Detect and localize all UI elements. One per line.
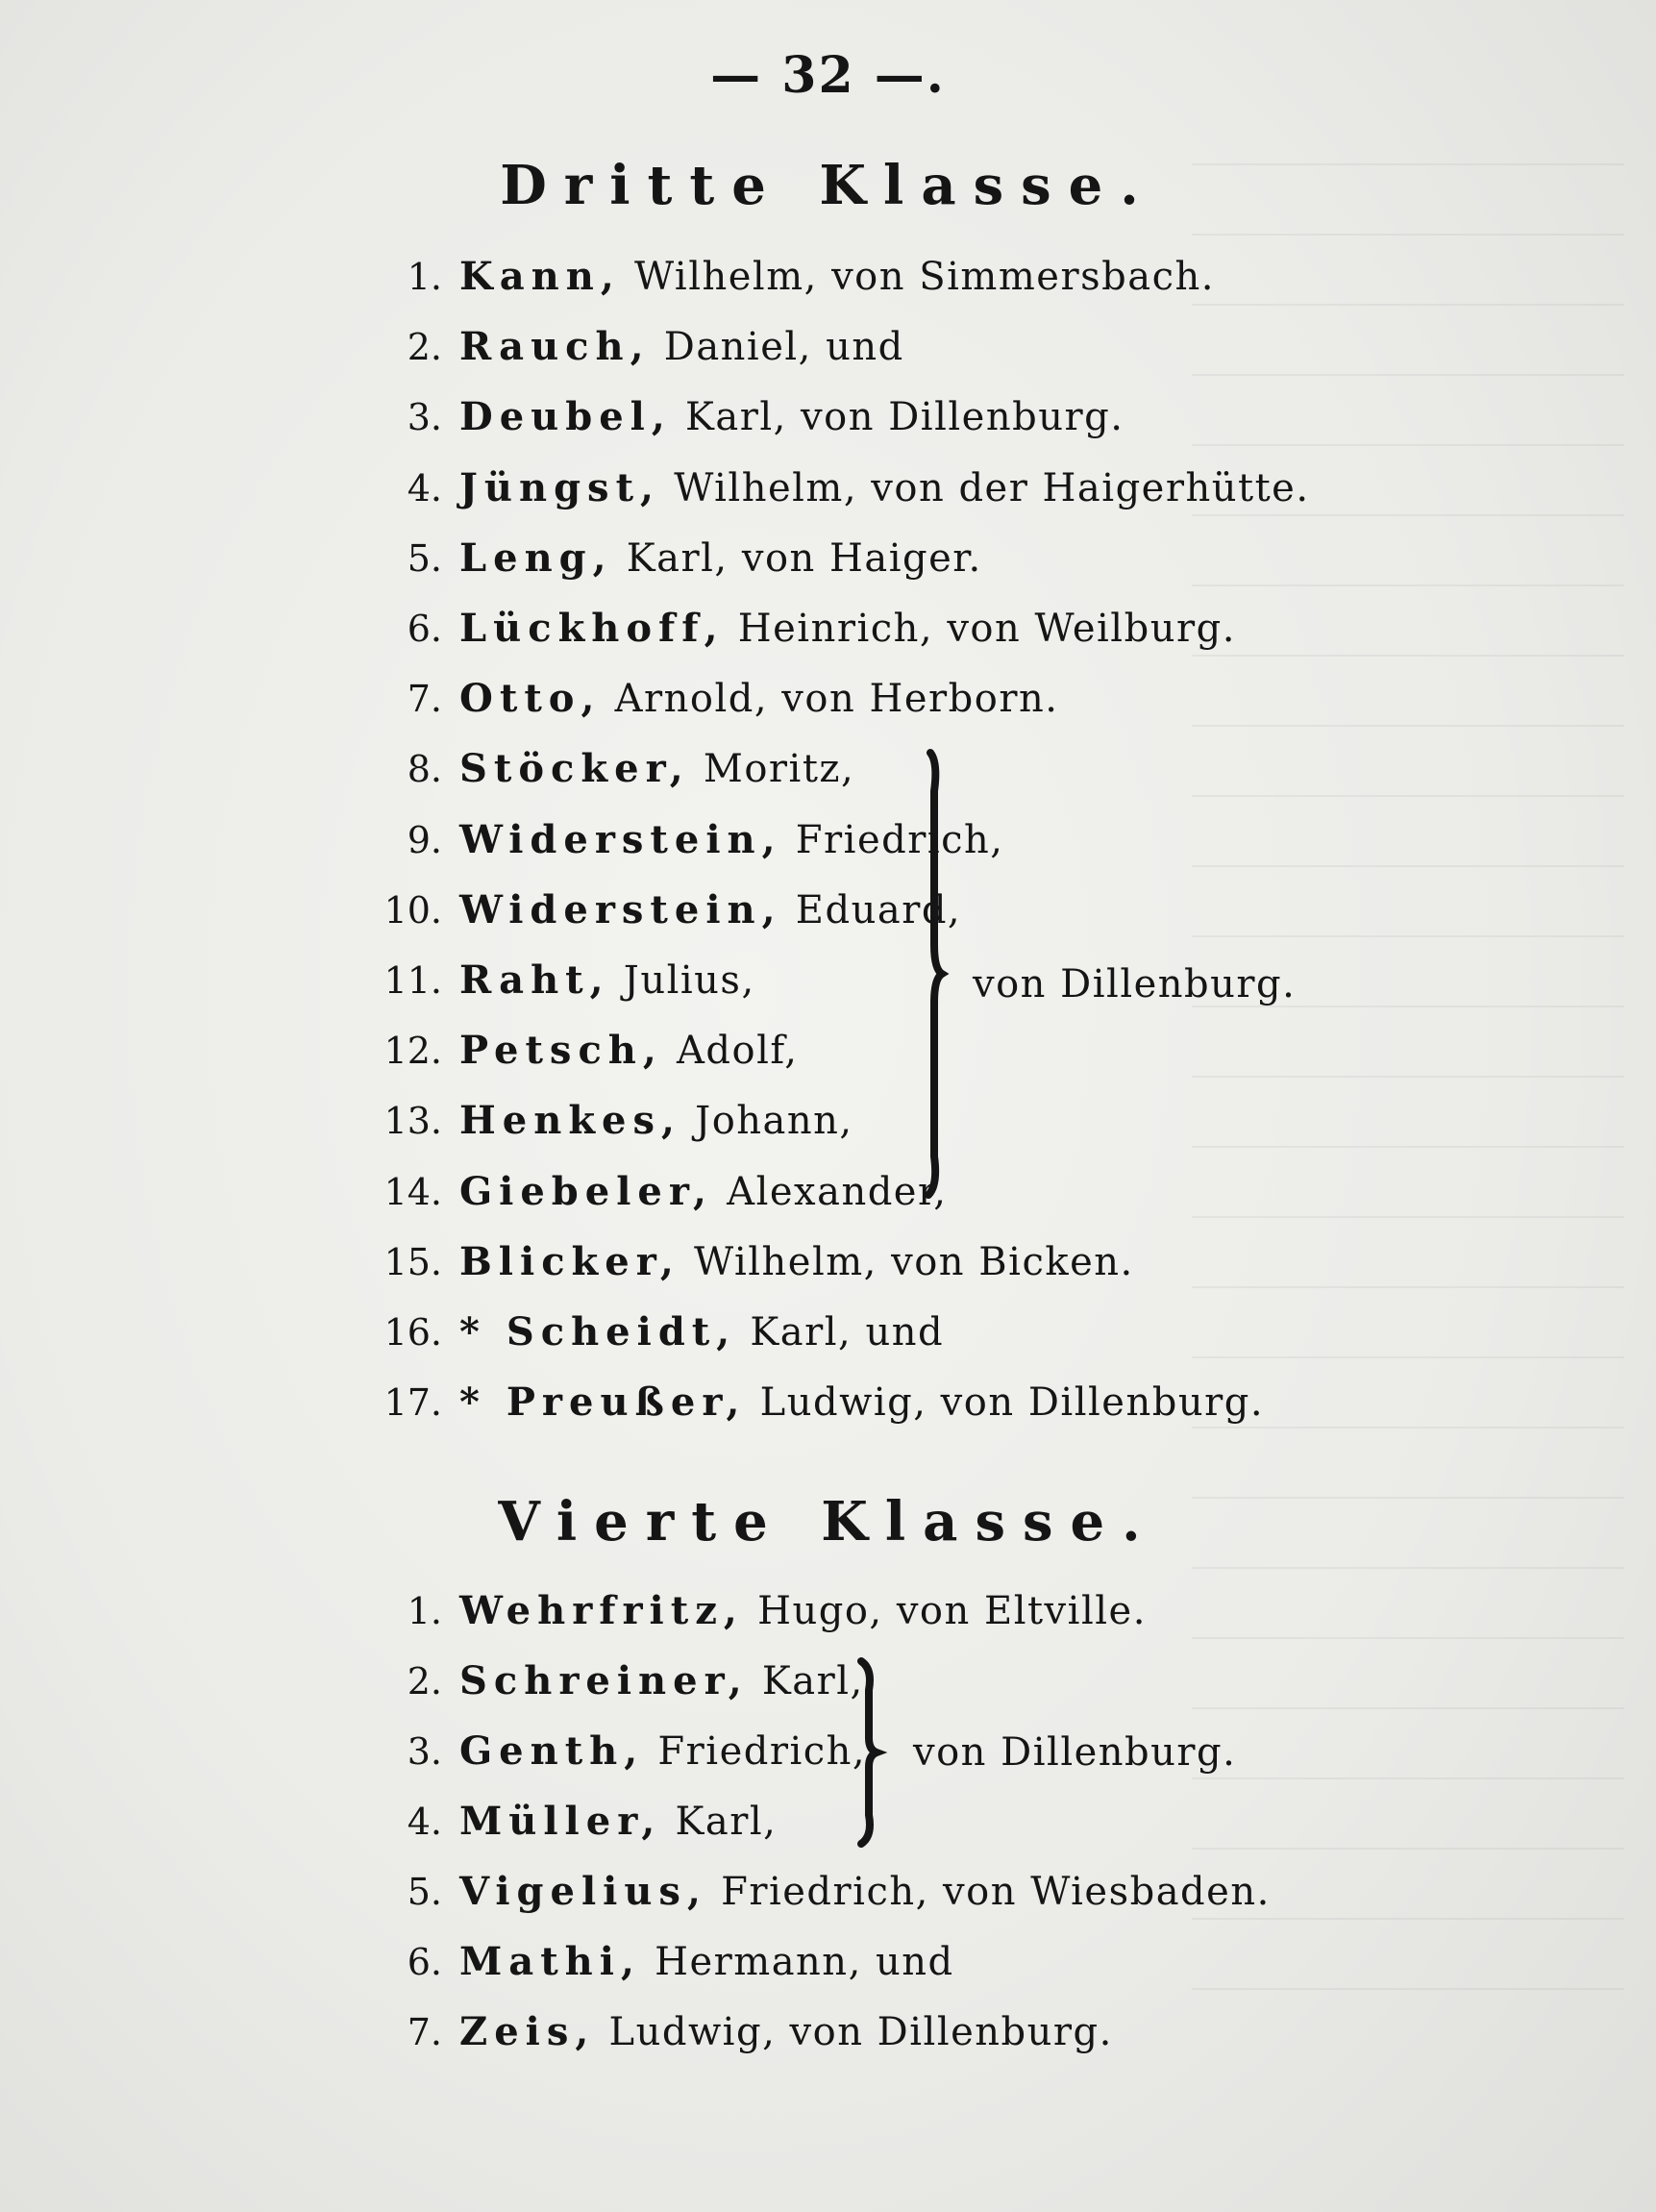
entry-text [459,1653,864,1710]
entry-text [459,1723,866,1780]
entry-number: 11. [383,959,442,1002]
entry-surname: Schreiner, [459,1658,749,1703]
entry-surname: Otto, [459,676,602,721]
entry-details: Friedrich, [781,818,1004,862]
list-item [0,1022,1656,1080]
entry-details: Wilhelm, von Bicken. [680,1240,1134,1284]
entry-number: 1. [407,1590,442,1632]
entry-number: 5. [407,537,442,580]
entry-text [459,670,1058,728]
entry-surname: Petsch, [459,1028,663,1073]
entry-text [459,600,1236,658]
page-number: — 32 —. [710,46,946,105]
section-heading-vierte-klasse: Vierte Klasse. [498,1490,1158,1553]
entry-surname: Raht, [459,957,610,1003]
entry-details: Ludwig, von Dillenburg. [595,2010,1113,2054]
entry-surname: Zeis, [459,2009,596,2054]
entry-text [459,952,755,1009]
brace-dritte-klasse [921,753,950,1195]
entry-details: Hermann, und [640,1940,954,1984]
entry-details: Karl, von Dillenburg. [671,395,1125,439]
list-item [0,1374,1656,1431]
entry-number: 12. [383,1030,442,1072]
entry-details: Ludwig, von Dillenburg. [746,1380,1265,1425]
entry-details: Friedrich, [644,1729,867,1774]
entry-details: Friedrich, von Wiesbaden. [706,1870,1271,1914]
list-item [0,1723,1656,1780]
entry-surname: Mathi, [459,1939,641,1984]
entry-details: Karl, und [736,1310,945,1355]
entry-surname: Wehrfritz, [459,1588,744,1633]
brace-label-vierte-klasse: von Dillenburg. [913,1730,1237,1775]
entry-details: Karl, [748,1659,864,1703]
entry-surname: Widerstein, [459,887,782,932]
entry-surname: Lückhoff, [459,606,725,651]
list-item [0,811,1656,869]
entry-text [459,1933,954,1991]
list-item [0,2003,1656,2061]
entry-surname: Deubel, [459,394,672,439]
entry-number: 2. [407,326,442,368]
entry-details: Wilhelm, von der Haigerhütte. [659,466,1310,510]
entry-details: Alexander, [712,1170,948,1214]
entry-text [459,740,854,798]
entry-surname: Kann, [459,254,621,299]
entry-number: 9. [407,819,442,861]
list-item [0,248,1656,306]
entry-text [459,248,1215,306]
section-heading-dritte-klasse: Dritte Klasse. [500,154,1156,217]
entry-details: Karl, von Haiger. [612,536,982,581]
list-item [0,1933,1656,1991]
entry-surname: Blicker, [459,1239,680,1284]
entry-text [459,1304,944,1361]
entry-text [459,2003,1113,2061]
entry-number: 16. [383,1311,442,1354]
entry-details: Heinrich, von Weilburg. [724,607,1236,651]
list-item [0,952,1656,1009]
list-item [0,1092,1656,1150]
list-item [0,1793,1656,1851]
entry-surname: Giebeler, [459,1169,713,1214]
entry-text [459,1793,777,1851]
entry-number: 1. [407,256,442,298]
entry-text [459,1092,853,1150]
list-item [0,1163,1656,1221]
list-item [0,670,1656,728]
entry-number: 6. [407,1941,442,1983]
entry-surname: Jüngst, [459,465,660,510]
entry-number: 2. [407,1660,442,1702]
entry-text [459,1233,1134,1291]
entry-number: 3. [407,396,442,438]
list-item [0,600,1656,658]
entry-surname: * Scheidt, [459,1309,737,1355]
list-item [0,318,1656,376]
entry-text [459,530,982,587]
entry-surname: Stöcker, [459,746,690,791]
entry-surname: Widerstein, [459,817,782,862]
entry-details: Johann, [680,1099,853,1143]
entry-number: 6. [407,608,442,650]
entry-text [459,460,1310,517]
entry-number: 17. [383,1381,442,1424]
list-item [0,1863,1656,1921]
entry-surname: Genth, [459,1728,645,1774]
entry-surname: Vigelius, [459,1869,707,1914]
entry-text [459,882,961,939]
list-item [0,530,1656,587]
entry-number: 14. [383,1171,442,1213]
entry-number: 4. [407,1801,442,1843]
entry-number: 15. [383,1241,442,1283]
entry-number: 13. [383,1100,442,1142]
entry-details: Moritz, [689,747,855,791]
entry-surname: Rauch, [459,324,651,369]
entry-text [459,1582,1147,1640]
entry-text [459,318,904,376]
entry-details: Wilhelm, von Simmersbach. [620,255,1215,299]
entry-text [459,1374,1264,1431]
list-item [0,740,1656,798]
entry-details: Karl, [661,1800,778,1844]
entry-number: 5. [407,1871,442,1913]
list-item [0,1233,1656,1291]
entry-number: 8. [407,748,442,790]
entry-surname: Henkes, [459,1098,681,1143]
entry-details: Adolf, [662,1029,799,1073]
entry-number: 7. [407,2011,442,2053]
entry-surname: Müller, [459,1799,662,1844]
entry-text [459,388,1124,446]
entry-details: Eduard, [781,888,962,932]
entry-number: 10. [383,889,442,932]
entry-number: 3. [407,1730,442,1773]
brace-vierte-klasse [855,1661,884,1844]
entry-details: Julius, [609,958,755,1003]
entry-details: Arnold, von Herborn. [601,677,1059,721]
entry-number: 7. [407,678,442,720]
entry-number: 4. [407,467,442,510]
list-item [0,1653,1656,1710]
list-item [0,1304,1656,1361]
list-item [0,460,1656,517]
entry-text [459,1863,1271,1921]
list-item [0,1582,1656,1640]
entry-details: Daniel, und [650,325,904,369]
list-item [0,882,1656,939]
entry-surname: * Preußer, [459,1379,747,1425]
list-item [0,388,1656,446]
brace-label-dritte-klasse: von Dillenburg. [973,962,1297,1007]
entry-text [459,1163,947,1221]
entry-surname: Leng, [459,535,613,581]
entry-text [459,1022,799,1080]
entry-details: Hugo, von Eltville. [743,1589,1147,1633]
